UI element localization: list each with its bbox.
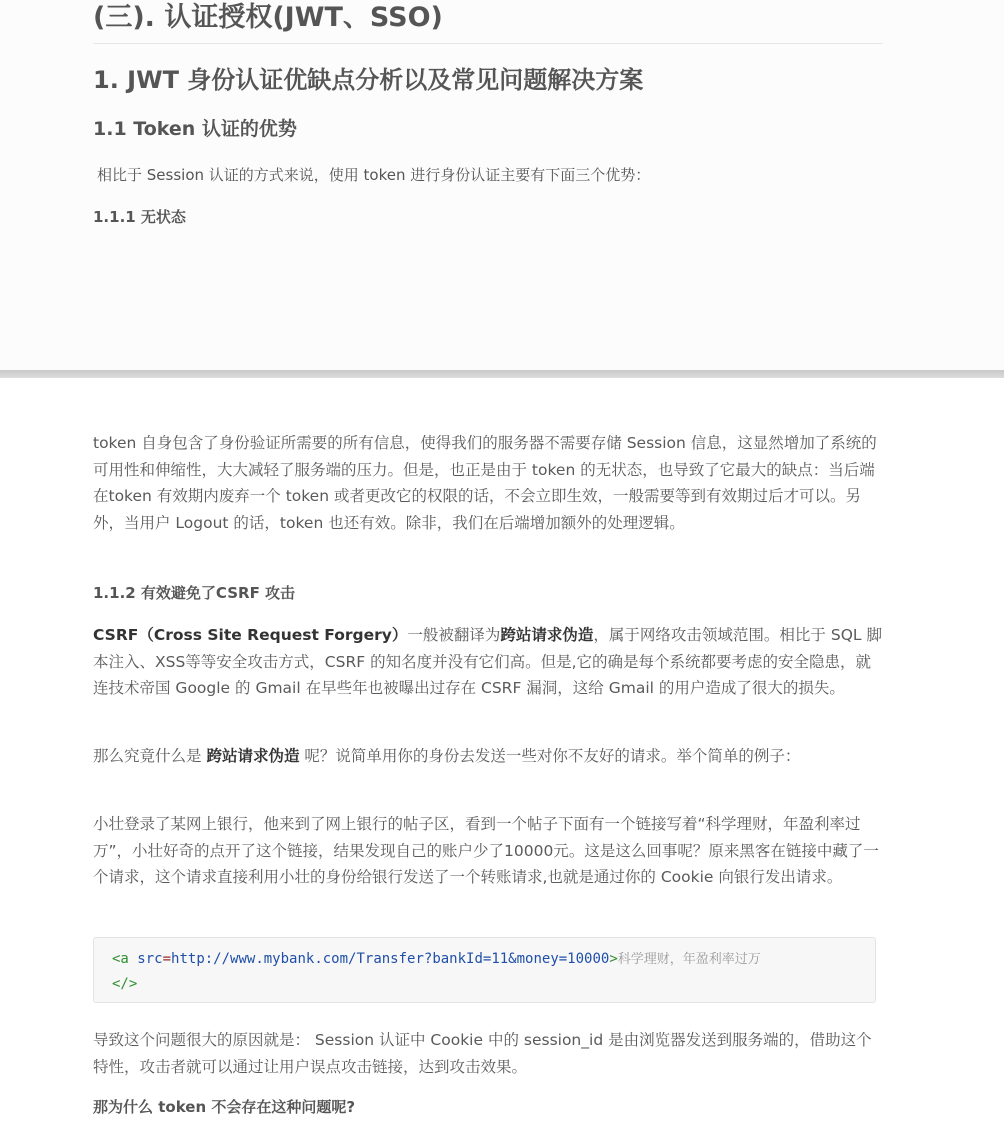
csrf-text-1: 一般被翻译为 [407,626,501,644]
code-tag-open: <a [112,951,129,967]
example-paragraph: 小壮登录了某网上银行，他来到了网上银行的帖子区，看到一个帖子下面有一个链接写着“科学理财，年盈利率过万”，小壮好奇的点开了这个链接，结果发现自己的账户少了10000元。这是这么回事呢？原来黑客在链接中藏了一个请求，这个请求直接利用小壮的身份给银行发送了一个转账请求,也就是通过你的 Cookie 向银行发出请求。 [93,815,879,886]
code-tag-close: > [609,951,618,967]
code-line-2 [112,974,137,994]
code-line-1 [112,949,761,970]
intro-paragraph: 相比于 Session 认证的方式来说，使用 token 进行身份认证主要有下面三个优势： [97,166,651,184]
question-text-2: 呢？说简单用你的身份去发送一些对你不友好的请求。举个简单的例子： [299,747,801,765]
csrf-strong-lead: CSRF（Cross Site Request Forgery） [93,626,408,644]
section-heading-1-1-1: 1.1.1 无状态 [93,208,186,226]
question-paragraph [93,743,883,770]
csrf-text-2: ，属于网络攻击领域范围。相比于 SQL 脚本注入、XSS等等安全攻击方式，CSRF 的知名度并没有它们高。但是,它的确是每个系统都要考虑的安全隐患，就连技术帝国 Google 的 Gmail 在早些年也被曝出过存在 CSRF 漏洞，这给 Gmail 的用户造成了很大的损失。 [93,626,882,697]
csrf-paragraph [93,622,883,702]
chapter-heading: (三). 认证授权(JWT、SSO) [93,2,443,33]
code-eq: = [162,951,172,967]
code-url: http://www.mybank.com/Transfer?bankId=11&money=10000 [171,951,610,967]
final-question: 那为什么 token 不会存在这种问题呢? [93,1098,356,1116]
code-end-tag: </> [112,976,138,992]
section-heading-1-1-2: 1.1.2 有效避免了CSRF 攻击 [93,584,296,602]
section-heading-1: 1. JWT 身份认证优缺点分析以及常见问题解决方案 [93,66,644,94]
question-text-1: 那么究竟什么是 [93,747,207,765]
stateless-paragraph: token 自身包含了身份验证所需要的所有信息，使得我们的服务器不需要存储 Session 信息，这显然增加了系统的可用性和伸缩性，大大减轻了服务端的压力。但是，也正是由于 token 的无状态，也导致了它最大的缺点：当后端在token 有效期内废弃一个 token 或者更改它的权限的话，不会立即生效，一般需要等到有效期过后才可以。另外，当用户 Logout 的话，token 也还有效。除非，我们在后端增加额外的处理逻辑。 [93,434,877,532]
csrf-strong-term: 跨站请求伪造 [500,626,594,644]
chapter-rule [93,43,883,44]
cause-paragraph: 导致这个问题很大的原因就是： Session 认证中 Cookie 中的 session_id 是由浏览器发送到服务端的，借助这个特性，攻击者就可以通过让用户误点攻击链接，达到攻击效果。 [93,1031,872,1076]
question-strong-term: 跨站请求伪造 [206,747,300,765]
section-heading-1-1: 1.1 Token 认证的优势 [93,118,297,140]
code-link-text: 科学理财，年盈利率过万 [617,952,761,967]
page-divider [0,370,1004,378]
code-block [93,937,876,1003]
code-attr: src [137,951,163,967]
